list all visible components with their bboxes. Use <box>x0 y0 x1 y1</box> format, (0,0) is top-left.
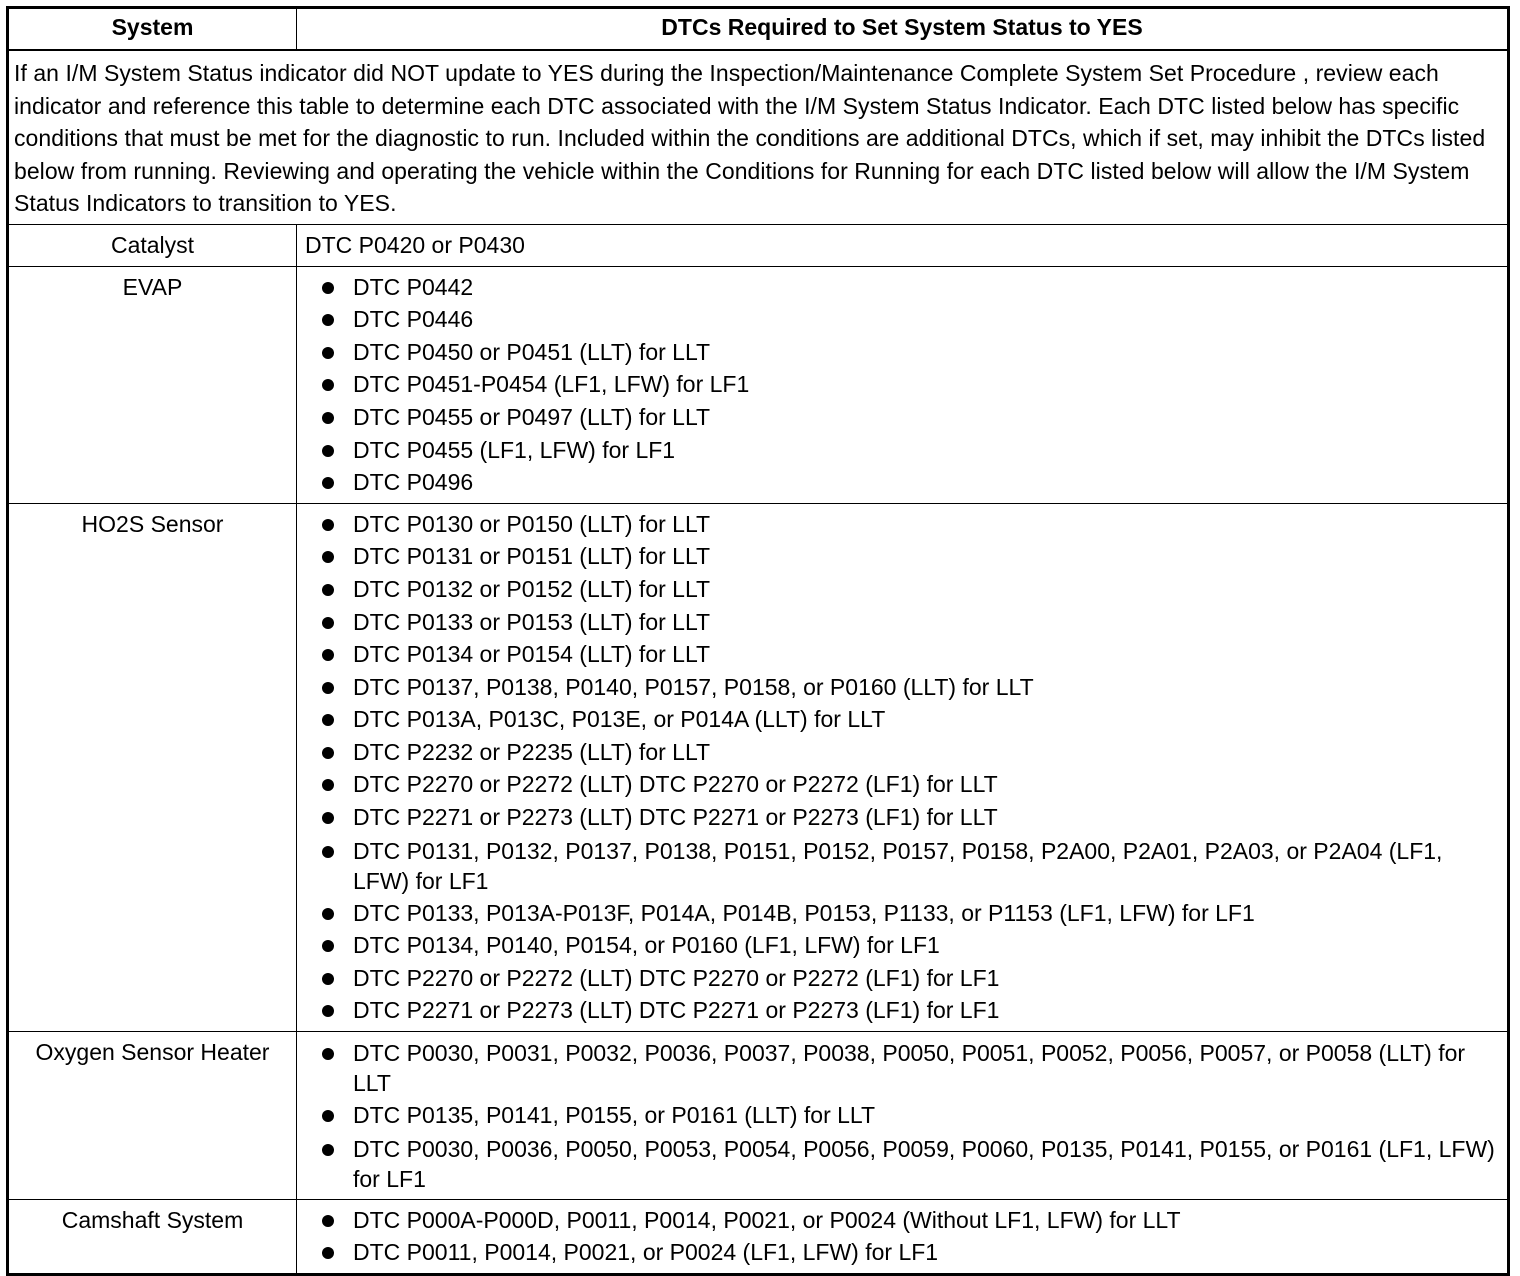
dtc-cell <box>297 503 1509 1031</box>
bullet-icon <box>322 846 334 858</box>
bullet-icon <box>322 617 334 629</box>
table-row <box>8 1032 1509 1200</box>
intro-text: If an I/M System Status indicator did NOT update to YES during the Inspection/Maintenance Complete System Set Procedure , review each indicator and reference this table to determine each DTC associated with the I/M System Status Indicator. Each DTC listed below has specific conditions that must be met for the diagnostic to run. Included within the conditions are additional DTCs, which if set, may inhibit the DTCs listed below from running. Reviewing and operating the vehicle within the Conditions for Running for each DTC listed below will allow the I/M System Status Indicators to transition to YES. <box>8 50 1509 224</box>
list-item <box>305 897 1503 930</box>
list-item <box>305 434 1503 467</box>
bullet-icon <box>322 1247 334 1259</box>
list-item <box>305 573 1503 606</box>
bullet-icon <box>322 519 334 531</box>
list-item <box>305 1204 1503 1237</box>
dtc-item-text: DTC P0030, P0031, P0032, P0036, P0037, P0038, P0050, P0051, P0052, P0056, P0057, or P0058 (LLT) for LLT <box>353 1040 1466 1097</box>
dtc-item-text: DTC P2270 or P2272 (LLT) DTC P2270 or P2272 (LF1) for LLT <box>353 771 998 798</box>
bullet-icon <box>322 314 334 326</box>
bullet-icon <box>322 714 334 726</box>
list-item <box>305 801 1503 834</box>
dtc-item-text: DTC P2232 or P2235 (LLT) for LLT <box>353 738 711 765</box>
dtc-item-text: DTC P0455 or P0497 (LLT) for LLT <box>353 403 711 430</box>
bullet-icon <box>322 584 334 596</box>
dtc-item-text: DTC P0130 or P0150 (LLT) for LLT <box>353 510 711 537</box>
dtc-item-text: DTC P2270 or P2272 (LLT) DTC P2270 or P2272 (LF1) for LF1 <box>353 964 1000 991</box>
header-dtcs: DTCs Required to Set System Status to YES <box>297 8 1509 51</box>
list-item <box>305 638 1503 671</box>
dtc-item-text: DTC P0134, P0140, P0154, or P0160 (LF1, LFW) for LF1 <box>353 932 940 959</box>
list-item <box>305 368 1503 401</box>
list-item <box>305 834 1503 897</box>
dtc-item-text: DTC P0135, P0141, P0155, or P0161 (LLT) for LLT <box>353 1102 876 1129</box>
bullet-icon <box>322 940 334 952</box>
bullet-icon <box>322 649 334 661</box>
dtc-item-text: DTC P0442 <box>353 273 474 300</box>
bullet-icon <box>322 445 334 457</box>
bullet-icon <box>322 1215 334 1227</box>
dtc-item-text: DTC P013A, P013C, P013E, or P014A (LLT) for LLT <box>353 706 886 733</box>
header-row <box>8 8 1509 51</box>
dtc-item-text: DTC P0451-P0454 (LF1, LFW) for LF1 <box>353 371 750 398</box>
list-item <box>305 466 1503 499</box>
list-item <box>305 303 1503 336</box>
list-item <box>305 1036 1503 1099</box>
bullet-icon <box>322 379 334 391</box>
dtc-item-text: DTC P0030, P0036, P0050, P0053, P0054, P0056, P0059, P0060, P0135, P0141, P0155, or P0161 (LF1, LFW) for LF1 <box>353 1135 1495 1192</box>
dtc-item-text: DTC P0450 or P0451 (LLT) for LLT <box>353 338 711 365</box>
list-item <box>305 962 1503 995</box>
bullet-icon <box>322 477 334 489</box>
bullet-icon <box>322 908 334 920</box>
dtc-item-text: DTC P0496 <box>353 469 474 496</box>
dtc-item-text: DTC P0137, P0138, P0140, P0157, P0158, or P0160 (LLT) for LLT <box>353 673 1034 700</box>
intro-row <box>8 50 1509 224</box>
dtc-cell <box>297 266 1509 503</box>
dtc-item-text: DTC P0133 or P0153 (LLT) for LLT <box>353 608 711 635</box>
dtc-table <box>6 6 1510 1276</box>
dtc-item-text: DTC P0455 (LF1, LFW) for LF1 <box>353 436 676 463</box>
bullet-icon <box>322 412 334 424</box>
list-item <box>305 703 1503 736</box>
table-row <box>8 503 1509 1031</box>
bullet-icon <box>322 551 334 563</box>
system-name: Camshaft System <box>8 1199 297 1274</box>
bullet-icon <box>322 682 334 694</box>
dtc-item-text: DTC P0134 or P0154 (LLT) for LLT <box>353 641 711 668</box>
dtc-list <box>305 1036 1503 1195</box>
table-row <box>8 1199 1509 1274</box>
dtc-list <box>305 271 1503 499</box>
dtc-item-text: DTC P0131, P0132, P0137, P0138, P0151, P0152, P0157, P0158, P2A00, P2A01, P2A03, or P2A04 (LF1, LFW) for LF1 <box>353 837 1443 894</box>
list-item <box>305 994 1503 1027</box>
list-item <box>305 1099 1503 1132</box>
list-item <box>305 768 1503 801</box>
list-item <box>305 540 1503 573</box>
list-item <box>305 1132 1503 1195</box>
system-name: EVAP <box>8 266 297 503</box>
bullet-icon <box>322 973 334 985</box>
bullet-icon <box>322 1048 334 1060</box>
dtc-item-text: DTC P2271 or P2273 (LLT) DTC P2271 or P2273 (LF1) for LF1 <box>353 997 1000 1024</box>
system-name: HO2S Sensor <box>8 503 297 1031</box>
bullet-icon <box>322 747 334 759</box>
dtc-item-text: DTC P000A-P000D, P0011, P0014, P0021, or P0024 (Without LF1, LFW) for LLT <box>353 1206 1181 1233</box>
system-name: Catalyst <box>8 224 297 266</box>
table-row <box>8 224 1509 266</box>
list-item <box>305 736 1503 769</box>
bullet-icon <box>322 779 334 791</box>
bullet-icon <box>322 1110 334 1122</box>
table-row <box>8 266 1509 503</box>
bullet-icon <box>322 282 334 294</box>
system-name: Oxygen Sensor Heater <box>8 1032 297 1200</box>
dtc-item-text: DTC P0131 or P0151 (LLT) for LLT <box>353 543 711 570</box>
document-wrapper <box>6 6 1507 1276</box>
dtc-cell <box>297 1032 1509 1200</box>
dtc-item-text: DTC P2271 or P2273 (LLT) DTC P2271 or P2273 (LF1) for LLT <box>353 804 998 831</box>
dtc-item-text: DTC P0133, P013A-P013F, P014A, P014B, P0153, P1133, or P1153 (LF1, LFW) for LF1 <box>353 899 1255 926</box>
list-item <box>305 929 1503 962</box>
dtc-cell <box>297 1199 1509 1274</box>
dtc-item-text: DTC P0132 or P0152 (LLT) for LLT <box>353 575 711 602</box>
list-item <box>305 671 1503 704</box>
dtc-list <box>305 508 1503 1027</box>
list-item <box>305 271 1503 304</box>
list-item <box>305 1236 1503 1269</box>
dtc-list <box>305 1204 1503 1269</box>
header-system: System <box>8 8 297 51</box>
bullet-icon <box>322 812 334 824</box>
dtc-item-text: DTC P0446 <box>353 306 474 333</box>
list-item <box>305 606 1503 639</box>
bullet-icon <box>322 1144 334 1156</box>
list-item <box>305 336 1503 369</box>
list-item <box>305 401 1503 434</box>
dtc-item-text: DTC P0011, P0014, P0021, or P0024 (LF1, LFW) for LF1 <box>353 1239 939 1266</box>
list-item <box>305 508 1503 541</box>
bullet-icon <box>322 1005 334 1017</box>
bullet-icon <box>322 347 334 359</box>
dtc-text: DTC P0420 or P0430 <box>297 224 1509 266</box>
